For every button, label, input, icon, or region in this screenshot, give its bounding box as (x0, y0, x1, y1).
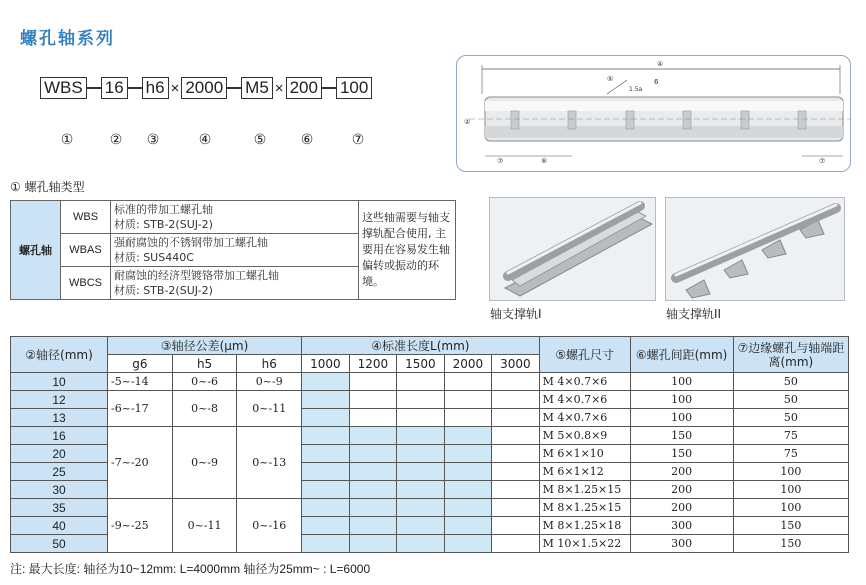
head-tolerance: ③轴径公差(μm) (108, 337, 302, 355)
table-row (11, 499, 849, 517)
cell-diameter: 10 (11, 373, 108, 391)
cell-length-2000 (444, 409, 492, 427)
cell-diameter: 20 (11, 445, 108, 463)
cell-tol-h5: 0~-8 (172, 391, 237, 427)
code-type: WBS (40, 77, 87, 99)
cell-pitch: 300 (630, 517, 733, 535)
len-col-1500: 1500 (397, 355, 445, 373)
part-code: WBS 16 h6 × 2000 M5 × 200 100 (40, 76, 372, 100)
type-desc-wbs: 标准的带加工螺孔轴 材质: STB-2(SUJ-2) (111, 201, 359, 234)
cell-length-1500 (397, 517, 445, 535)
cell-length-1500 (397, 391, 445, 409)
section-types-label: ① 螺孔轴类型 (10, 180, 85, 194)
index-4: ④ (198, 132, 212, 148)
cell-length-3000 (492, 373, 540, 391)
cell-length-2000 (444, 445, 492, 463)
cell-length-2000 (444, 481, 492, 499)
cell-diameter: 25 (11, 463, 108, 481)
code-pitch: 200 (286, 77, 322, 99)
cell-length-1000 (302, 463, 350, 481)
cell-tol-g6: -5~-14 (108, 373, 173, 391)
cell-length-3000 (492, 409, 540, 427)
cell-thread: M 4×0.7×6 (539, 373, 630, 391)
cell-length-1000 (302, 517, 350, 535)
cell-tol-h6: 0~-13 (237, 427, 302, 499)
cell-length-1000 (302, 481, 350, 499)
cell-length-1200 (349, 481, 397, 499)
index-6: ⑥ (300, 132, 314, 148)
cell-diameter: 35 (11, 499, 108, 517)
cell-length-1500 (397, 373, 445, 391)
code-edge: 100 (336, 77, 372, 99)
cell-tol-h6: 0~-11 (237, 391, 302, 427)
cell-length-3000 (492, 391, 540, 409)
index-3: ③ (146, 132, 160, 148)
cell-tol-h5: 0~-6 (172, 373, 237, 391)
cell-thread: M 8×1.25×15 (539, 499, 630, 517)
cell-edge: 100 (733, 463, 848, 481)
cell-edge: 75 (733, 445, 848, 463)
cell-length-1200 (349, 445, 397, 463)
type-desc-wbcs: 耐腐蚀的经济型镀铬带加工螺孔轴 材质: STB-2(SUJ-2) (111, 267, 359, 300)
cell-pitch: 100 (630, 373, 733, 391)
cell-length-2000 (444, 427, 492, 445)
label-roughness: 1.5a (629, 86, 643, 93)
cell-edge: 100 (733, 481, 848, 499)
cell-length-1500 (397, 535, 445, 553)
cell-pitch: 200 (630, 499, 733, 517)
cell-thread: M 6×1×12 (539, 463, 630, 481)
cell-length-1000 (302, 427, 350, 445)
support-rail-1-photo (489, 197, 656, 301)
cell-length-1200 (349, 373, 397, 391)
dim-edge-right: ⑦ (819, 157, 826, 165)
head-length: ④标准长度L(mm) (302, 337, 540, 355)
cell-length-3000 (492, 445, 540, 463)
cell-length-3000 (492, 427, 540, 445)
tol-col-g6: g6 (108, 355, 173, 373)
cell-edge: 50 (733, 409, 848, 427)
cell-thread: M 10×1.5×22 (539, 535, 630, 553)
cell-edge: 50 (733, 373, 848, 391)
caption-rail-1: 轴支撑轨I (490, 307, 542, 321)
dim-length: ④ (657, 60, 664, 68)
type-code-wbas: WBAS (61, 234, 111, 267)
cell-length-1500 (397, 445, 445, 463)
cell-length-2000 (444, 391, 492, 409)
index-5: ⑤ (253, 132, 267, 148)
cell-length-2000 (444, 463, 492, 481)
cell-edge: 150 (733, 535, 848, 553)
cell-length-3000 (492, 463, 540, 481)
cell-thread: M 8×1.25×15 (539, 481, 630, 499)
cell-pitch: 200 (630, 463, 733, 481)
cell-pitch: 300 (630, 535, 733, 553)
head-edge: ⑦边缘螺孔与轴端距离(mm) (733, 337, 848, 373)
cell-length-1500 (397, 499, 445, 517)
len-col-1200: 1200 (349, 355, 397, 373)
label-depth: 6 (654, 78, 659, 86)
footer-note: 注: 最大长度: 轴径为10~12mm: L=4000mm 轴径为25mm~ : L=6000 (10, 562, 371, 576)
cell-length-1000 (302, 409, 350, 427)
code-thread: M5 (241, 77, 273, 99)
cell-thread: M 4×0.7×6 (539, 409, 630, 427)
shaft-diagram (456, 55, 851, 172)
tol-col-h6: h6 (237, 355, 302, 373)
cell-length-3000 (492, 481, 540, 499)
len-col-2000: 2000 (444, 355, 492, 373)
cell-length-1200 (349, 499, 397, 517)
table-row (11, 391, 849, 409)
label-thread: ⑤ (607, 75, 614, 83)
cell-tol-g6: -6~-17 (108, 391, 173, 427)
cell-diameter: 16 (11, 427, 108, 445)
cell-thread: M 5×0.8×9 (539, 427, 630, 445)
cell-length-1000 (302, 535, 350, 553)
cell-length-3000 (492, 499, 540, 517)
table-row (11, 427, 849, 445)
dim-pitch: ⑥ (541, 157, 548, 165)
code-tolerance: h6 (142, 77, 169, 99)
cell-pitch: 100 (630, 409, 733, 427)
cell-length-1200 (349, 535, 397, 553)
index-2: ② (109, 132, 123, 148)
head-pitch: ⑥螺孔间距(mm) (630, 337, 733, 373)
cell-length-1200 (349, 517, 397, 535)
len-col-3000: 3000 (492, 355, 540, 373)
type-desc-wbas: 强耐腐蚀的不锈钢带加工螺孔轴 材质: SUS440C (111, 234, 359, 267)
support-rail-2-photo (665, 197, 845, 301)
cell-tol-h5: 0~-11 (172, 499, 237, 553)
cell-edge: 75 (733, 427, 848, 445)
head-thread: ⑤螺孔尺寸 (539, 337, 630, 373)
cell-length-1200 (349, 463, 397, 481)
shaft-drawing (457, 56, 850, 171)
table-row (11, 373, 849, 391)
types-head: 螺孔轴 (11, 201, 61, 300)
cell-length-3000 (492, 535, 540, 553)
cell-diameter: 30 (11, 481, 108, 499)
cell-pitch: 150 (630, 427, 733, 445)
types-note: 这些轴需要与轴支撑轨配合使用, 主要用在容易发生轴偏转或振动的环境。 (359, 201, 456, 300)
cell-length-1500 (397, 463, 445, 481)
cell-length-2000 (444, 373, 492, 391)
cell-tol-g6: -9~-25 (108, 499, 173, 553)
cell-thread: M 4×0.7×6 (539, 391, 630, 409)
cell-edge: 50 (733, 391, 848, 409)
code-length: 2000 (181, 77, 227, 99)
cell-pitch: 200 (630, 481, 733, 499)
types-table (10, 200, 456, 300)
cell-length-1200 (349, 427, 397, 445)
type-code-wbs: WBS (61, 201, 111, 234)
cell-length-3000 (492, 517, 540, 535)
cell-length-1000 (302, 391, 350, 409)
type-code-wbcs: WBCS (61, 267, 111, 300)
cell-length-2000 (444, 517, 492, 535)
code-diameter: 16 (101, 77, 128, 99)
cell-length-1000 (302, 499, 350, 517)
cell-length-1200 (349, 391, 397, 409)
len-col-1000: 1000 (302, 355, 350, 373)
cell-diameter: 50 (11, 535, 108, 553)
cell-length-1500 (397, 427, 445, 445)
cell-diameter: 12 (11, 391, 108, 409)
cell-length-1500 (397, 409, 445, 427)
head-diameter: ②轴径(mm) (11, 337, 108, 373)
cell-length-1200 (349, 409, 397, 427)
cell-pitch: 100 (630, 391, 733, 409)
cell-thread: M 6×1×10 (539, 445, 630, 463)
cell-edge: 150 (733, 517, 848, 535)
cell-pitch: 150 (630, 445, 733, 463)
page-title: 螺孔轴系列 (20, 29, 115, 49)
cell-tol-h6: 0~-16 (237, 499, 302, 553)
dim-diameter: ② (464, 118, 471, 126)
cell-thread: M 8×1.25×18 (539, 517, 630, 535)
tol-col-h5: h5 (172, 355, 237, 373)
index-1: ① (60, 132, 74, 148)
spec-table (10, 336, 849, 553)
cell-length-1000 (302, 373, 350, 391)
cell-diameter: 40 (11, 517, 108, 535)
cell-tol-h5: 0~-9 (172, 427, 237, 499)
cell-length-1000 (302, 445, 350, 463)
index-7: ⑦ (351, 132, 365, 148)
dim-edge-left: ⑦ (497, 157, 504, 165)
shaft-body (469, 97, 850, 141)
cell-length-2000 (444, 535, 492, 553)
cell-length-2000 (444, 499, 492, 517)
cell-edge: 100 (733, 499, 848, 517)
cell-tol-h6: 0~-9 (237, 373, 302, 391)
caption-rail-2: 轴支撑轨II (666, 307, 722, 321)
cell-diameter: 13 (11, 409, 108, 427)
cell-tol-g6: -7~-20 (108, 427, 173, 499)
cell-length-1500 (397, 481, 445, 499)
